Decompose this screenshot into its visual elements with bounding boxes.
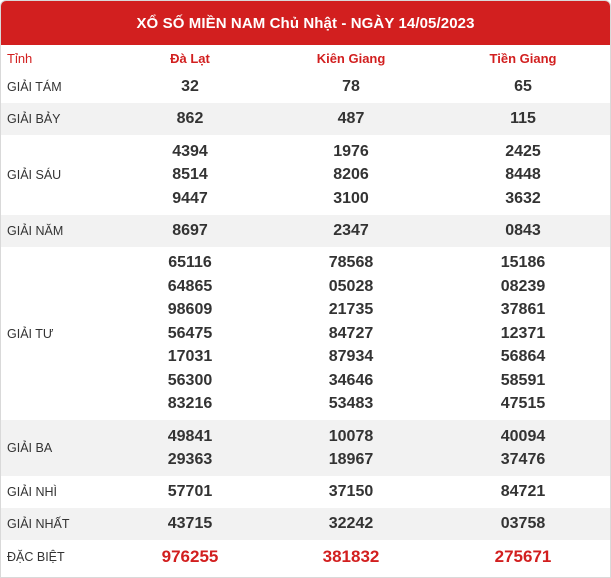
- prize-row-4: [1, 247, 610, 420]
- result-cell-tiengiang: [436, 135, 610, 215]
- result-cell-dalat: [114, 71, 266, 103]
- lottery-number: 4394: [172, 142, 208, 160]
- result-cell-tiengiang: [436, 71, 610, 103]
- prize-row-6: [1, 135, 610, 215]
- lottery-number: 34646: [328, 371, 374, 389]
- result-cell-tiengiang: [436, 247, 610, 420]
- results-table: [1, 45, 610, 573]
- lottery-number: 78568: [328, 254, 374, 272]
- prize-row-2: [1, 476, 610, 508]
- lottery-number: 87934: [328, 348, 374, 366]
- lottery-number: 05028: [328, 277, 374, 295]
- lottery-number: 37150: [328, 483, 374, 501]
- province-column-label: Tỉnh: [7, 50, 33, 66]
- table-header-row: [1, 45, 610, 71]
- lottery-number: 976255: [161, 546, 219, 566]
- prize-row-7: [1, 103, 610, 135]
- lottery-number: 78: [342, 78, 360, 96]
- prize-label: GIẢI TƯ: [7, 326, 54, 341]
- lottery-number: 9447: [172, 189, 208, 207]
- result-cell-tiengiang: [436, 476, 610, 508]
- lottery-number: 40094: [500, 427, 546, 445]
- prize-label: GIẢI TÁM: [7, 80, 62, 94]
- province-tiengiang-header: Tiền Giang: [489, 50, 557, 66]
- lottery-number: 65: [514, 78, 532, 96]
- lottery-number: 29363: [167, 451, 213, 468]
- result-cell-tiengiang: [436, 420, 610, 476]
- prize-row-3: [1, 420, 610, 476]
- lottery-number: 8697: [172, 222, 208, 240]
- lottery-number: 84721: [500, 483, 546, 501]
- lottery-number: 47515: [500, 395, 546, 413]
- lottery-number: 98609: [167, 301, 213, 319]
- lottery-number: 3100: [333, 189, 369, 207]
- prize-label: GIẢI NHẤT: [1, 508, 114, 540]
- result-cell-dalat: [114, 476, 266, 508]
- lottery-number: 65116: [168, 254, 212, 272]
- lottery-number: 8206: [333, 166, 369, 184]
- result-cell-kiengiang: [266, 135, 436, 215]
- result-cell-kiengiang: [266, 215, 436, 247]
- lottery-number: 10078: [328, 427, 374, 445]
- province-dalat-header: Đà Lạt: [170, 50, 210, 66]
- lottery-number: 64865: [167, 277, 213, 295]
- result-cell-kiengiang: [266, 71, 436, 103]
- result-cell-dalat: [114, 215, 266, 247]
- lottery-number: 3632: [505, 189, 541, 207]
- lottery-number: 15186: [500, 254, 546, 272]
- lottery-number: 56475: [167, 324, 213, 342]
- result-cell-dalat: [114, 103, 266, 135]
- lottery-number: 56300: [167, 371, 213, 389]
- lottery-number: 37476: [500, 451, 546, 468]
- lottery-number: 275671: [494, 546, 552, 566]
- result-cell-dalat: [114, 247, 266, 420]
- lottery-number: 56864: [500, 348, 546, 366]
- lottery-number: 32242: [328, 515, 374, 533]
- lottery-number: 03758: [500, 515, 546, 533]
- lottery-number: 32: [181, 78, 199, 96]
- result-cell-dalat: [114, 508, 266, 540]
- prize-label: GIẢI NHÌ: [7, 485, 58, 499]
- lottery-number: 12371: [500, 324, 546, 342]
- result-cell-kiengiang: [266, 420, 436, 476]
- lottery-number: 862: [176, 110, 204, 128]
- prize-row-special: [1, 540, 610, 573]
- lottery-number: 8448: [505, 166, 541, 184]
- lottery-number: 49841: [167, 427, 213, 445]
- result-cell-kiengiang: [266, 508, 436, 540]
- lottery-number: 37861: [500, 301, 546, 319]
- lottery-number: 53483: [328, 395, 374, 413]
- prize-row-1: [1, 508, 610, 540]
- prize-label: GIẢI NĂM: [1, 215, 114, 247]
- lottery-number: 21735: [328, 301, 374, 319]
- lottery-number: 83216: [167, 395, 213, 413]
- result-cell-tiengiang: [436, 103, 610, 135]
- lottery-number: 84727: [328, 324, 374, 342]
- result-cell-dalat: [114, 135, 266, 215]
- lottery-number: 487: [337, 110, 365, 128]
- lottery-number: 0843: [505, 222, 541, 240]
- result-cell-dalat: [114, 420, 266, 476]
- lottery-number: 18967: [328, 451, 374, 468]
- result-cell-kiengiang: [266, 540, 436, 573]
- province-kiengiang-header: Kiên Giang: [316, 50, 386, 66]
- lottery-number: 57701: [167, 483, 213, 501]
- result-cell-kiengiang: [266, 103, 436, 135]
- result-cell-tiengiang: [436, 508, 610, 540]
- lottery-number: 8514: [172, 166, 208, 184]
- result-cell-kiengiang: [266, 247, 436, 420]
- lottery-number: 2425: [505, 142, 541, 160]
- prize-row-8: [1, 71, 610, 103]
- prize-label: GIẢI SÁU: [7, 168, 62, 182]
- prize-row-5: [1, 215, 610, 247]
- result-cell-kiengiang: [266, 476, 436, 508]
- lottery-number: 1976: [333, 142, 369, 160]
- prize-label: ĐẶC BIỆT: [7, 549, 65, 564]
- lottery-number: 43715: [167, 515, 213, 533]
- result-cell-tiengiang: [436, 540, 610, 573]
- lottery-number: 115: [510, 110, 536, 128]
- lottery-number: 58591: [500, 371, 546, 389]
- lottery-number: 381832: [322, 546, 380, 566]
- result-cell-dalat: [114, 540, 266, 573]
- lottery-number: 17031: [167, 348, 213, 366]
- result-cell-tiengiang: [436, 215, 610, 247]
- lottery-number: 08239: [500, 277, 546, 295]
- prize-label: GIẢI BA: [1, 420, 114, 476]
- prize-label: GIẢI BẢY: [1, 103, 114, 135]
- lottery-number: 2347: [333, 222, 369, 240]
- page-title: XỔ SỐ MIỀN NAM Chủ Nhật - NGÀY 14/05/2023: [1, 1, 610, 45]
